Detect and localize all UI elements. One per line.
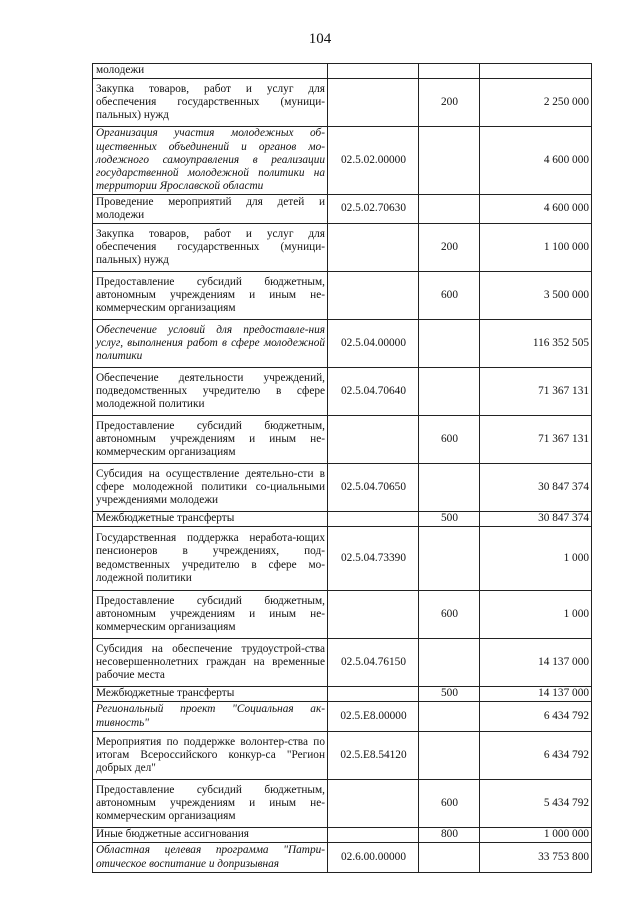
row-code-cell [328, 828, 419, 843]
row-amount-cell: 30 847 374 [480, 512, 592, 527]
row-kind-cell [419, 464, 480, 512]
row-amount-cell: 116 352 505 [480, 320, 592, 368]
row-name-cell: Предоставление субсидий бюджетным, автономным учреждениям и иным не-коммерческим организациям [93, 591, 328, 639]
table-row [93, 79, 592, 127]
row-kind-cell: 200 [419, 79, 480, 127]
row-name-cell: Проведение мероприятий для детей и молодежи [93, 195, 328, 224]
row-kind-cell: 500 [419, 512, 480, 527]
row-name-cell: Организация участия молодежных об-щественных объединений и органов мо-лодежного самоуправления в реализации государственной молодежной политики на территории Ярославской области [93, 127, 328, 195]
row-amount-cell: 30 847 374 [480, 464, 592, 512]
row-amount-cell: 6 434 792 [480, 732, 592, 780]
row-kind-cell [419, 195, 480, 224]
row-amount-cell: 3 500 000 [480, 272, 592, 320]
row-name-cell: Предоставление субсидий бюджетным, автономным учреждениям и иным не-коммерческим организациям [93, 416, 328, 464]
row-amount-cell: 5 434 792 [480, 780, 592, 828]
table-row [93, 687, 592, 702]
row-code-cell [328, 272, 419, 320]
table-row [93, 732, 592, 780]
page-number: 104 [308, 31, 332, 47]
row-code-cell: 02.5.04.00000 [328, 320, 419, 368]
row-kind-cell: 800 [419, 828, 480, 843]
table-row [93, 591, 592, 639]
row-code-cell [328, 79, 419, 127]
table-row [93, 127, 592, 195]
row-name-cell: Межбюджетные трансферты [93, 687, 328, 702]
row-name-cell: Предоставление субсидий бюджетным, автономным учреждениям и иным не-коммерческим организациям [93, 780, 328, 828]
row-amount-cell: 71 367 131 [480, 416, 592, 464]
row-code-cell [328, 591, 419, 639]
row-amount-cell: 1 000 [480, 591, 592, 639]
row-kind-cell [419, 702, 480, 732]
row-amount-cell: 2 250 000 [480, 79, 592, 127]
row-kind-cell: 500 [419, 687, 480, 702]
table-row [93, 702, 592, 732]
row-name-cell: Субсидия на осуществление деятельно-сти в сфере молодежной политики со-циальными учреждениями молодежи [93, 464, 328, 512]
row-amount-cell: 1 000 000 [480, 828, 592, 843]
row-kind-cell: 600 [419, 780, 480, 828]
row-name-cell: Региональный проект "Социальная ак-тивность" [93, 702, 328, 732]
table-row [93, 320, 592, 368]
row-code-cell: 02.6.00.00000 [328, 843, 419, 873]
row-amount-cell: 33 753 800 [480, 843, 592, 873]
row-amount-cell: 4 600 000 [480, 127, 592, 195]
row-code-cell [328, 512, 419, 527]
row-kind-cell: 600 [419, 416, 480, 464]
row-kind-cell [419, 127, 480, 195]
row-amount-cell: 6 434 792 [480, 702, 592, 732]
row-code-cell: 02.5.04.73390 [328, 527, 419, 591]
table-row [93, 512, 592, 527]
row-amount-cell: 4 600 000 [480, 195, 592, 224]
row-name-cell: Обеспечение деятельности учреждений, подведомственных учредителю в сфере молодежной политики [93, 368, 328, 416]
table-row [93, 780, 592, 828]
row-code-cell [328, 687, 419, 702]
row-name-cell: Обеспечение условий для предоставле-ния услуг, выполнения работ в сфере молодежной политики [93, 320, 328, 368]
table-row [93, 368, 592, 416]
row-name-cell: Мероприятия по поддержке волонтер-ства по итогам Всероссийского конкур-са "Регион добрых дел" [93, 732, 328, 780]
row-code-cell: 02.5.04.76150 [328, 639, 419, 687]
row-name-cell: Закупка товаров, работ и услуг для обеспечения государственных (муници-пальных) нужд [93, 224, 328, 272]
table-row [93, 464, 592, 512]
row-kind-cell [419, 527, 480, 591]
table-row [93, 195, 592, 224]
row-name-cell: Предоставление субсидий бюджетным, автономным учреждениям и иным не-коммерческим организациям [93, 272, 328, 320]
row-amount-cell: 71 367 131 [480, 368, 592, 416]
row-name-cell: Закупка товаров, работ и услуг для обеспечения государственных (муници-пальных) нужд [93, 79, 328, 127]
row-amount-cell: 14 137 000 [480, 639, 592, 687]
row-code-cell: 02.5.02.00000 [328, 127, 419, 195]
table-row [93, 639, 592, 687]
table-row [93, 843, 592, 873]
row-kind-cell [419, 732, 480, 780]
row-code-cell [328, 64, 419, 79]
row-name-cell: молодежи [93, 64, 328, 79]
row-name-cell: Субсидия на обеспечение трудоустрой-ства несовершеннолетних граждан на временные рабочие места [93, 639, 328, 687]
row-amount-cell: 14 137 000 [480, 687, 592, 702]
row-code-cell: 02.5.02.70630 [328, 195, 419, 224]
row-kind-cell [419, 639, 480, 687]
table-row [93, 416, 592, 464]
row-amount-cell [480, 64, 592, 79]
table-row [93, 64, 592, 79]
row-code-cell: 02.5.E8.54120 [328, 732, 419, 780]
row-code-cell: 02.5.04.70640 [328, 368, 419, 416]
row-kind-cell: 600 [419, 272, 480, 320]
row-kind-cell [419, 64, 480, 79]
row-code-cell [328, 416, 419, 464]
row-amount-cell: 1 100 000 [480, 224, 592, 272]
row-name-cell: Иные бюджетные ассигнования [93, 828, 328, 843]
table-row [93, 272, 592, 320]
table-row [93, 527, 592, 591]
row-kind-cell [419, 320, 480, 368]
table-row [93, 828, 592, 843]
table-row [93, 224, 592, 272]
row-kind-cell [419, 843, 480, 873]
row-code-cell [328, 780, 419, 828]
row-name-cell: Государственная поддержка неработа-ющих пенсионеров в учреждениях, под-ведомственных учредителю в сфере мо-лодежной политики [93, 527, 328, 591]
row-code-cell [328, 224, 419, 272]
row-name-cell: Межбюджетные трансферты [93, 512, 328, 527]
row-code-cell: 02.5.E8.00000 [328, 702, 419, 732]
budget-table [92, 63, 592, 873]
row-kind-cell: 600 [419, 591, 480, 639]
row-code-cell: 02.5.04.70650 [328, 464, 419, 512]
row-amount-cell: 1 000 [480, 527, 592, 591]
row-kind-cell [419, 368, 480, 416]
row-kind-cell: 200 [419, 224, 480, 272]
row-name-cell: Областная целевая программа "Патри-отическое воспитание и допризывная [93, 843, 328, 873]
